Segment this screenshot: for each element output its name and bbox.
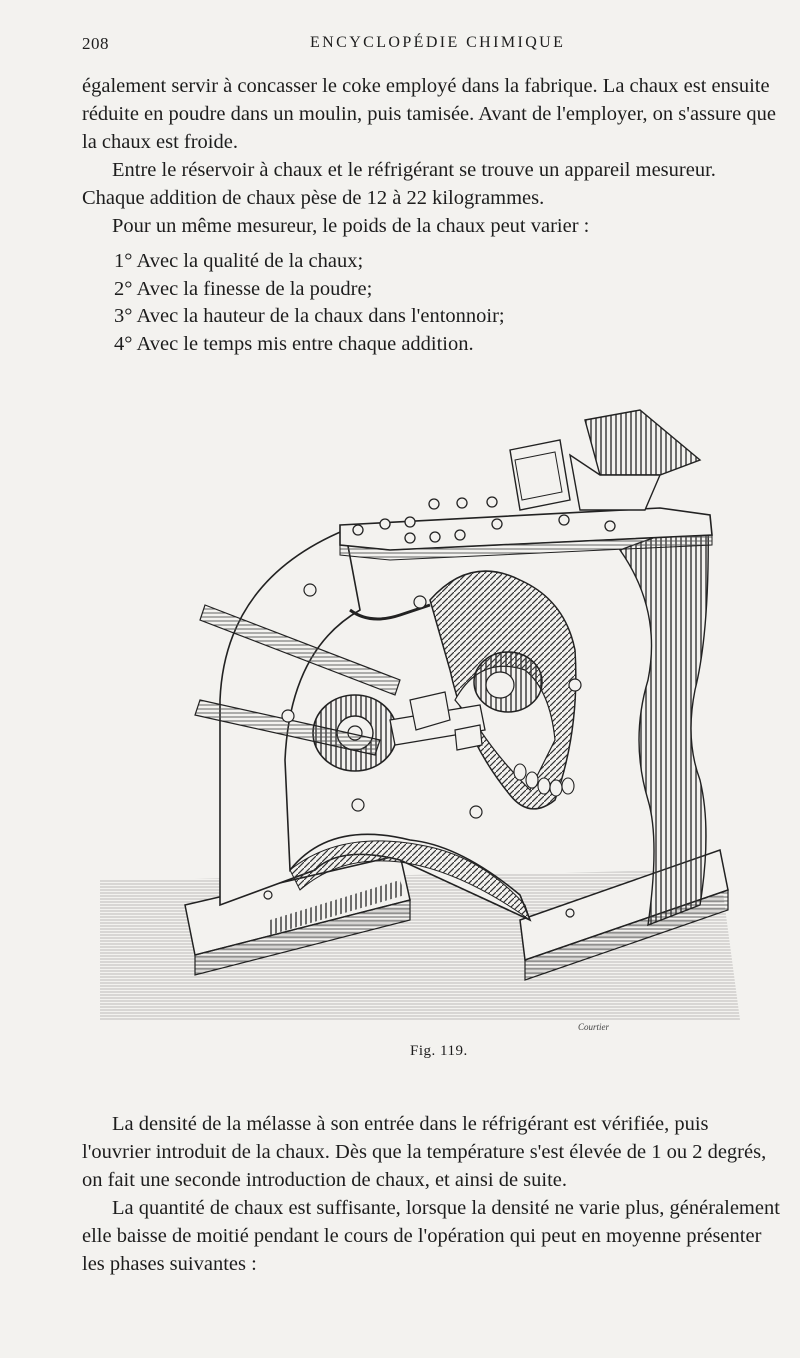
list-item: 2° Avec la finesse de la poudre; <box>114 277 373 300</box>
list-item: 3° Avec la hauteur de la chaux dans l'entonnoir; <box>114 305 505 327</box>
running-title: ENCYCLOPÉDIE CHIMIQUE <box>310 34 566 51</box>
engraver-signature: Courtier <box>578 1022 610 1032</box>
figure-illustration <box>100 400 740 1040</box>
bottom-text <box>82 1110 782 1278</box>
list-item: 1° Avec la qualité de la chaux; <box>114 250 364 272</box>
list-item: 4° Avec le temps mis entre chaque addition. <box>114 332 474 355</box>
variation-list <box>82 248 782 358</box>
paragraph: également servir à concasser le coke employé dans la fabrique. La chaux est ensuite réduite en poudre dans un moulin, puis tamisée. Avant de l'employer, on s'assure que la chaux est froide. <box>82 75 776 153</box>
page-number: 208 <box>82 34 109 53</box>
paragraph: La quantité de chaux est suffisante, lorsque la densité ne varie plus, généralement elle baisse de moitié pendant le cours de l'opération qui peut en moyenne présenter les phases suivantes : <box>82 1197 780 1275</box>
paragraph: La densité de la mélasse à son entrée dans le réfrigérant est vérifiée, puis l'ouvrier introduit de la chaux. Dès que la température s'est élevée de 1 ou 2 degrés, on fait une seconde introduction de chaux, et ainsi de suite. <box>82 1113 767 1191</box>
top-text <box>82 72 782 240</box>
figure-caption: Fig. 119. <box>410 1043 468 1059</box>
page-header <box>82 34 772 60</box>
machine-engraving <box>100 400 740 1040</box>
paragraph: Pour un même mesureur, le poids de la chaux peut varier : <box>112 215 590 237</box>
paragraph: Entre le réservoir à chaux et le réfrigérant se trouve un appareil mesureur. Chaque addition de chaux pèse de 12 à 22 kilogrammes. <box>82 159 716 209</box>
